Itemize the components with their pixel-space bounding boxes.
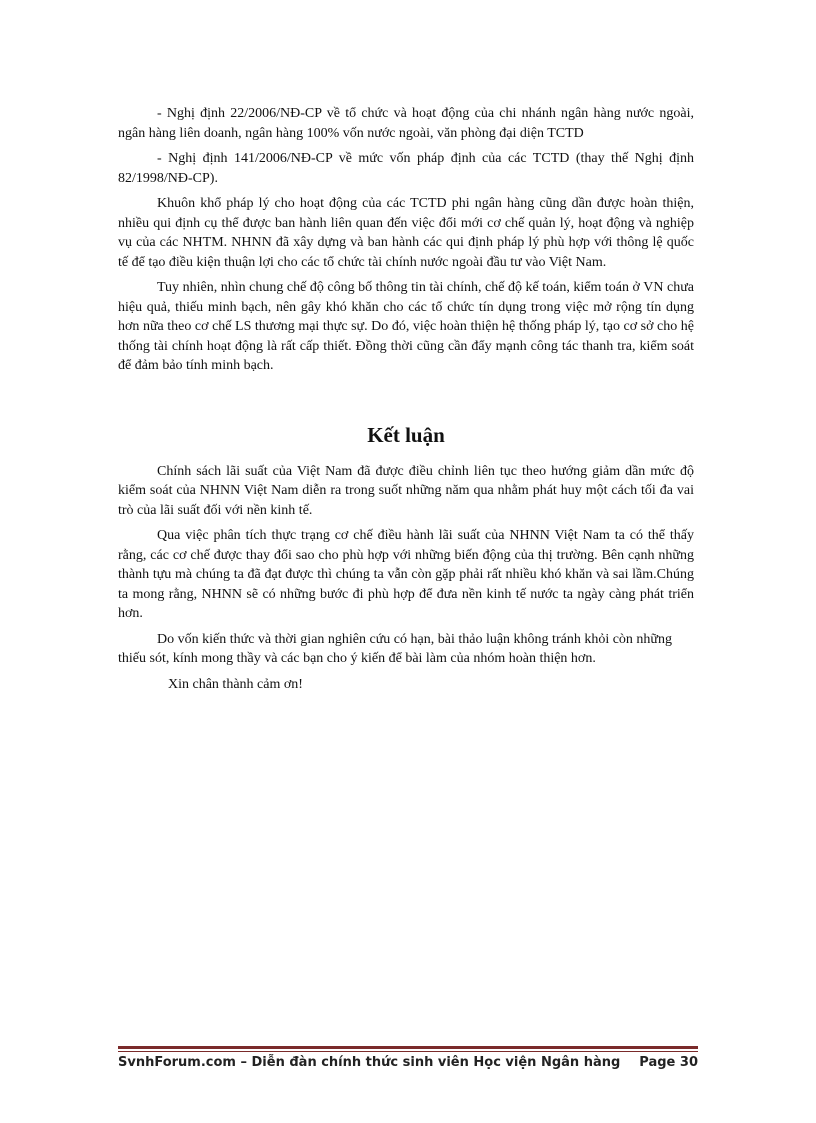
paragraph-interest-policy: Chính sách lãi suất của Việt Nam đã được điều chỉnh liên tục theo hướng giảm dần mức độ kiểm soát của NHNN Việt Nam diễn ra trong suốt những năm qua nhằm phát huy một cách tối đa vai trò của lãi suất đối với nền kinh tế. xyxy=(118,463,694,518)
paragraph-decree-141: - Nghị định 141/2006/NĐ-CP về mức vốn pháp định của các TCTD (thay thế Nghị định 82/1998/NĐ-CP). xyxy=(118,151,694,186)
paragraph-transparency: Tuy nhiên, nhìn chung chế độ công bố thông tin tài chính, chế độ kế toán, kiểm toán ở VN chưa hiệu quả, thiếu minh bạch, nên gây khó khăn cho các tổ chức tín dụng trong việc mở rộng tín dụng hơn nữa theo cơ chế LS thương mại thực sự. Do đó, việc hoàn thiện hệ thống pháp lý, tạo cơ sở cho hệ thống tài chính hoạt động là rất cấp thiết. Đồng thời cũng cần đẩy mạnh công tác thanh tra, kiểm soát để đảm bảo tính minh bạch. xyxy=(118,280,694,373)
footer-divider-thick xyxy=(118,1046,698,1049)
conclusion-heading: Kết luận xyxy=(367,422,445,447)
paragraph-limitations: Do vốn kiến thức và thời gian nghiên cứu có hạn, bài thảo luận không tránh khỏi còn những thiếu sót, kính mong thầy và các bạn cho ý kiến để bài làm của nhóm hoàn thiện hơn. xyxy=(118,631,673,666)
paragraph-analysis: Qua việc phân tích thực trạng cơ chế điều hành lãi suất của NHNN Việt Nam ta có thể thấy rằng, các cơ chế được thay đổi sao cho phù hợp với những biến động của thị trường. Bên cạnh những thành tựu mà chúng ta đã đạt được thì chúng ta vẫn còn gặp phải rất nhiều khó khăn và sai lầm.Chúng ta mong rằng, NHNN sẽ có những bước đi phù hợp để đưa nền kinh tế nước ta ngày càng phát triển hơn. xyxy=(118,528,694,621)
page-number: Page 30 xyxy=(639,1055,698,1070)
paragraph-decree-22: - Nghị định 22/2006/NĐ-CP về tổ chức và hoạt động của chi nhánh ngân hàng nước ngoài, ngân hàng liên doanh, ngân hàng 100% vốn nước ngoài, văn phòng đại diện TCTD xyxy=(118,106,694,141)
paragraph-legal-framework: Khuôn khổ pháp lý cho hoạt động của các TCTD phi ngân hàng cũng dần được hoàn thiện, nhiều qui định cụ thể được ban hành liên quan đến việc đổi mới cơ chế quản lý, hoạt động và nghiệp vụ của các NHTM. NHNN đã xây dựng và ban hành các qui định pháp lý phù hợp với thông lệ quốc tế để tạo điều kiện thuận lợi cho các tổ chức tài chính nước ngoài đầu tư vào Việt Nam. xyxy=(118,196,694,270)
page-body xyxy=(118,104,694,700)
footer-divider-thin xyxy=(118,1051,698,1052)
thanks-line: Xin chân thành cảm ơn! xyxy=(168,676,303,692)
footer-site-text: SvnhForum.com – Diễn đàn chính thức sinh viên Học viện Ngân hàng xyxy=(118,1055,621,1070)
page-footer xyxy=(118,1055,698,1075)
